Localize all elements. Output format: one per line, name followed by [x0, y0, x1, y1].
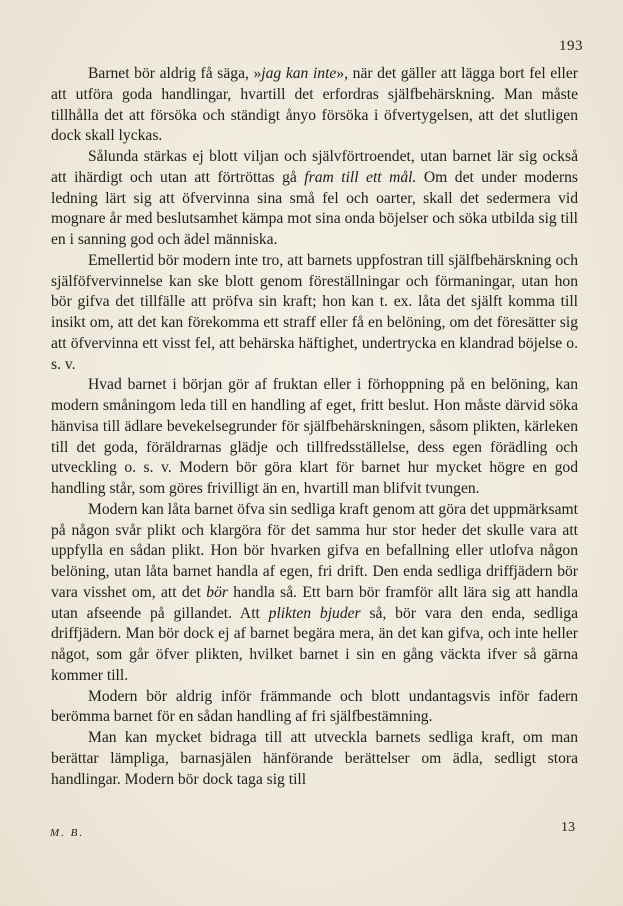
text-run: Modern bör aldrig inför främmande och blott undantagsvis inför fadern berömma barnet för en sådan handling af fri själfbestämning. — [51, 687, 578, 726]
text-run: Man kan mycket bidraga till att utveckla barnets sedliga kraft, om man berättar lämpliga, barnasjälen hänförande berättelser om ädla, sedligt stora handlingar. Modern bör dock taga sig till — [51, 729, 578, 788]
text-run: så, bör vara den enda, sedliga driffjädern. Man bör dock ej af barnet begära mera, än det kan gifva, och inte heller något, som går öfver plikten, hvilket barnet i sin en gång väckta ifver så gärna kommer till. — [51, 604, 579, 684]
italic-text: fram till ett mål. — [304, 168, 417, 186]
text-run: Barnet bör aldrig få säga, » — [88, 65, 262, 82]
text-run: Om det under moderns ledning lärt sig att öfvervinna sina små fel och oarter, skall det sedermera vid mognare år med beslutsamhet kämpa mot sina onda böjelser och söka utbilda sig till en i sanning god och ädel människa. — [51, 168, 578, 248]
text-run: Hvad barnet i början gör af fruktan eller i förhoppning på en belöning, kan modern småningom leda till en handling af eget, fritt beslut. Hon måste därvid söka hänvisa till ädlare bevekelsegrunder för själfbehärskningen, såsom plikten, kärleken till det goda, föräldrarnas glädje och tillfredsställelse, dess egen förädling och utveckling o. s. v. Modern bör göra klart för barnet hur mycket högre en god handling står, som göres frivilligt än en, hvartill man blifvit tvungen. — [51, 376, 578, 497]
text-run: Modern kan låta barnet öfva sin sedliga kraft genom att göra det uppmärksamt på någon svår plikt och klargöra för det samma hur stor heder det skulle vara att uppfylla en sådan plikt. Hon bör hvarken gifva en befallning eller utlofva någon belöning, utan låta barnet handla af egen, fri drift. Den enda sedliga driffjädern bör vara visshet om, att det — [51, 500, 578, 601]
text-run: Emellertid bör modern inte tro, att barnets uppfostran till själfbehärskning och själföfvervinnelse kan ske blott genom föreställningar och förmaningar, utan hon bör gifva det tillfälle att pröfva sin kraft; hon kan t. ex. låta det själft komma till insikt om, att det kan förekomma ett straff eller få en belöning, om det föresätter sig att öfvervinna ett visst fel, att behärska häftighet, undertrycka en klandrad böjelse o. s. v. — [51, 251, 578, 373]
paragraph — [51, 64, 578, 147]
text-run: Sålunda stärkas ej blott viljan och självförtroendet, utan barnet lär sig också att ihärdigt och utan att förtröttas gå — [51, 148, 578, 186]
italic-text: plikten bjuder — [268, 604, 361, 622]
signature-mark: M. B. — [50, 827, 85, 839]
text-run: handla så. Ett barn bör framför allt lära sig att handla utan afseende på gillandet. Att — [51, 583, 578, 622]
paragraph — [51, 728, 578, 790]
paragraph — [51, 147, 578, 251]
body-text — [51, 64, 578, 790]
text-run: », när det gäller att lägga bort fel eller att utföra goda handlingar, hvartill det erfordras själfbehärskning. Man måste tillhålla det att försöka och ständigt ånyo försöka i öfvertygelsen, att det slutligen dock skall lyckas. — [51, 65, 578, 145]
sheet-number: 13 — [561, 820, 575, 835]
paragraph — [51, 375, 578, 500]
italic-text: bör — [206, 583, 228, 601]
paragraph — [51, 251, 578, 376]
page-number: 193 — [559, 38, 583, 54]
paragraph — [51, 687, 578, 729]
italic-text: jag kan inte — [261, 65, 337, 82]
paragraph — [51, 500, 578, 687]
